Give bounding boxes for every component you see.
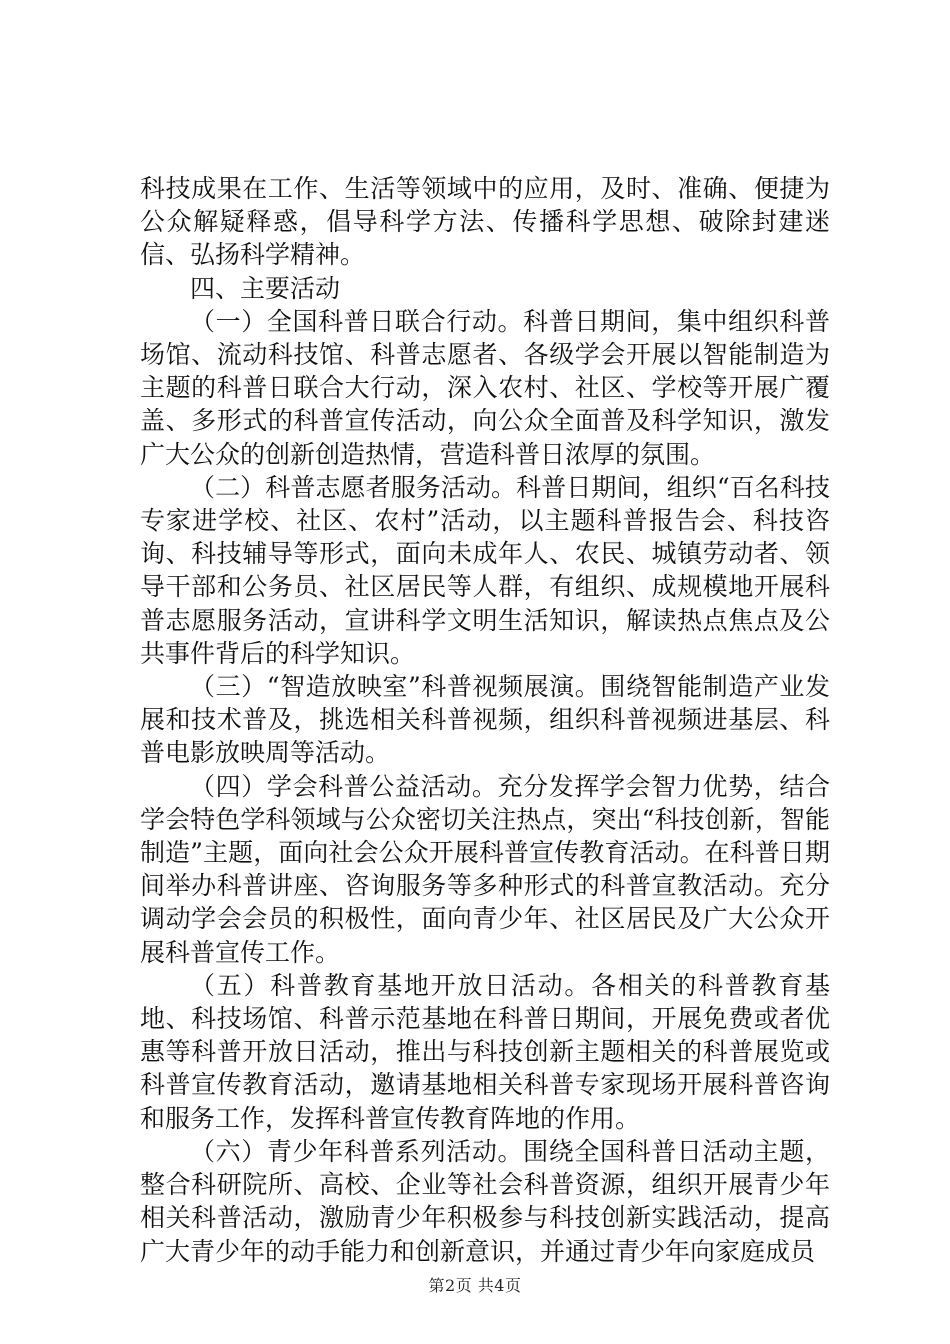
section-heading-main-activities: 四、主要活动: [190, 273, 341, 303]
paragraph-activity-4: （四）学会科普公益活动。充分发挥学会智力优势，结合学会特色学科领域与公众密切关注热点，突出“科技创新，智能制造”主题，面向社会公众开展科普宣传教育活动。在科普日期间举办科普讲座、咨询服务等多种形式的科普宣教活动。充分调动学会会员的积极性，面向青少年、社区居民及广大公众开展科普宣传工作。: [140, 771, 830, 967]
paragraph-activity-6: （六）青少年科普系列活动。围绕全国科普日活动主题，整合科研院所、高校、企业等社会科普资源，组织开展青少年相关科普活动，激励青少年积极参与科技创新实践活动，提高广大青少年的动手能力和创新意识，并通过青少年向家庭成员: [140, 1136, 830, 1266]
paragraph-activity-1: （一）全国科普日联合行动。科普日期间，集中组织科普场馆、流动科技馆、科普志愿者、各级学会开展以智能制造为主题的科普日联合大行动，深入农村、社区、学校等开展广覆盖、多形式的科普宣传活动，向公众全面普及科学知识，激发广大公众的创新创造热情，营造科普日浓厚的氛围。: [140, 306, 830, 469]
page-number-label: 第2页 共4页: [428, 1276, 522, 1295]
paragraph-activity-3: （三）“智造放映室”科普视频展演。围绕智能制造产业发展和技术普及，挑选相关科普视频，组织科普视频进基层、科普电影放映周等活动。: [140, 672, 830, 768]
document-body: [140, 172, 830, 1268]
paragraph-activity-5: （五）科普教育基地开放日活动。各相关的科普教育基地、科技场馆、科普示范基地在科普日期间，开展免费或者优惠等科普开放日活动，推出与科技创新主题相关的科普展览或科普宣传教育活动，邀请基地相关科普专家现场开展科普咨询和服务工作，发挥科普宣传教育阵地的作用。: [140, 970, 830, 1133]
paragraph-activity-2: （二）科普志愿者服务活动。科普日期间，组织“百名科技专家进学校、社区、农村”活动，以主题科普报告会、科技咨询、科技辅导等形式，面向未成年人、农民、城镇劳动者、领导干部和公务员、社区居民等人群，有组织、成规模地开展科普志愿服务活动，宣讲科学文明生活知识，解读热点焦点及公共事件背后的科学知识。: [140, 472, 830, 668]
page-footer: [0, 1273, 950, 1296]
paragraph-continuation: 科技成果在工作、生活等领域中的应用，及时、准确、便捷为公众解疑释惑，倡导科学方法、传播科学思想、破除封建迷信、弘扬科学精神。: [140, 174, 830, 270]
